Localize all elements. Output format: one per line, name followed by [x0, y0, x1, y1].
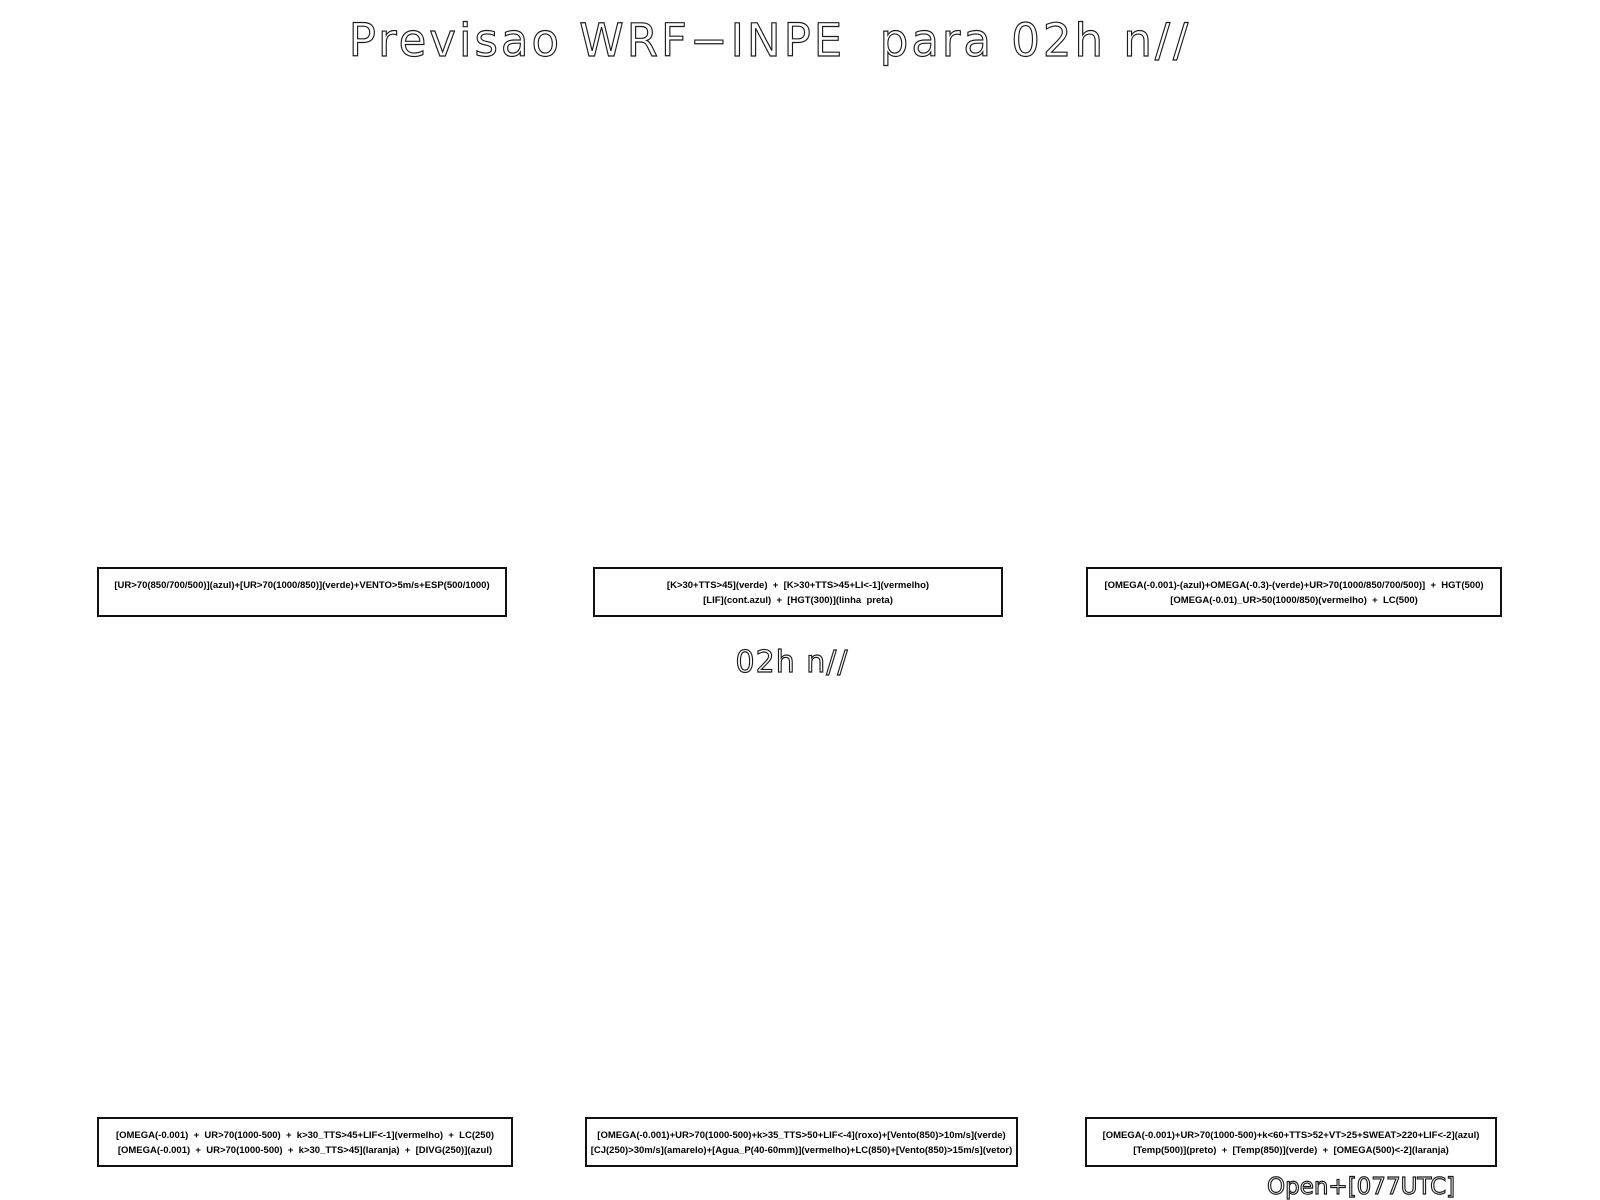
- legend-box-row2-col1: [97, 1117, 513, 1167]
- legend-line: [UR>70(850/700/500)](azul)+[UR>70(1000/850)](verde)+VENTO>5m/s+ESP(500/1000): [114, 580, 490, 591]
- legend-line: [OMEGA(-0.001)+UR>70(1000-500)+k<60+TTS>52+VT>25+SWEAT>220+LIF<-2](azul): [1102, 1130, 1480, 1141]
- legend-line: [Temp(500)](preto) + [Temp(850)](verde) + [OMEGA(500)<-2](laranja): [1133, 1145, 1449, 1156]
- legend-line: [OMEGA(-0.001) + UR>70(1000-500) + k>30_TTS>45+LIF<-1](vermelho) + LC(250): [115, 1130, 495, 1141]
- page-title: Previsao WRF−INPE para 02h n//: [348, 14, 1192, 67]
- legend-line: [K>30+TTS>45](verde) + [K>30+TTS>45+LI<-1](vermelho): [666, 580, 930, 591]
- legend-box-row2-col2: [585, 1117, 1018, 1167]
- legend-box-row1-col2: [593, 567, 1003, 617]
- legend-line: [OMEGA(-0.001)-(azul)+OMEGA(-0.3)-(verde)+UR>70(1000/850/700/500)] + HGT(500): [1104, 580, 1484, 591]
- legend-box-row2-col3: [1085, 1117, 1497, 1167]
- footer-run-label: Open+[077UTC]: [1267, 1174, 1456, 1200]
- legend-line: [LIF](cont.azul) + [HGT(300)](linha preta): [703, 595, 893, 606]
- legend-line: [OMEGA(-0.001)+UR>70(1000-500)+k>35_TTS>50+LIF<-4](roxo)+[Vento(850)>10m/s](verde): [597, 1130, 1006, 1141]
- legend-line: [OMEGA(-0.01)_UR>50(1000/850)(vermelho) + LC(500): [1170, 595, 1418, 606]
- forecast-hour-label: 02h n//: [735, 645, 849, 680]
- legend-box-row1-col3: [1086, 567, 1502, 617]
- legend-box-row1-col1: [97, 567, 507, 617]
- legend-line: [CJ(250)>30m/s](amarelo)+[Agua_P(40-60mm)](vermelho)+LC(850)+[Vento(850)>15m/s](vetor): [590, 1145, 1013, 1156]
- legend-line: [OMEGA(-0.001) + UR>70(1000-500) + k>30_TTS>45](laranja) + [DIVG(250)](azul): [117, 1145, 493, 1156]
